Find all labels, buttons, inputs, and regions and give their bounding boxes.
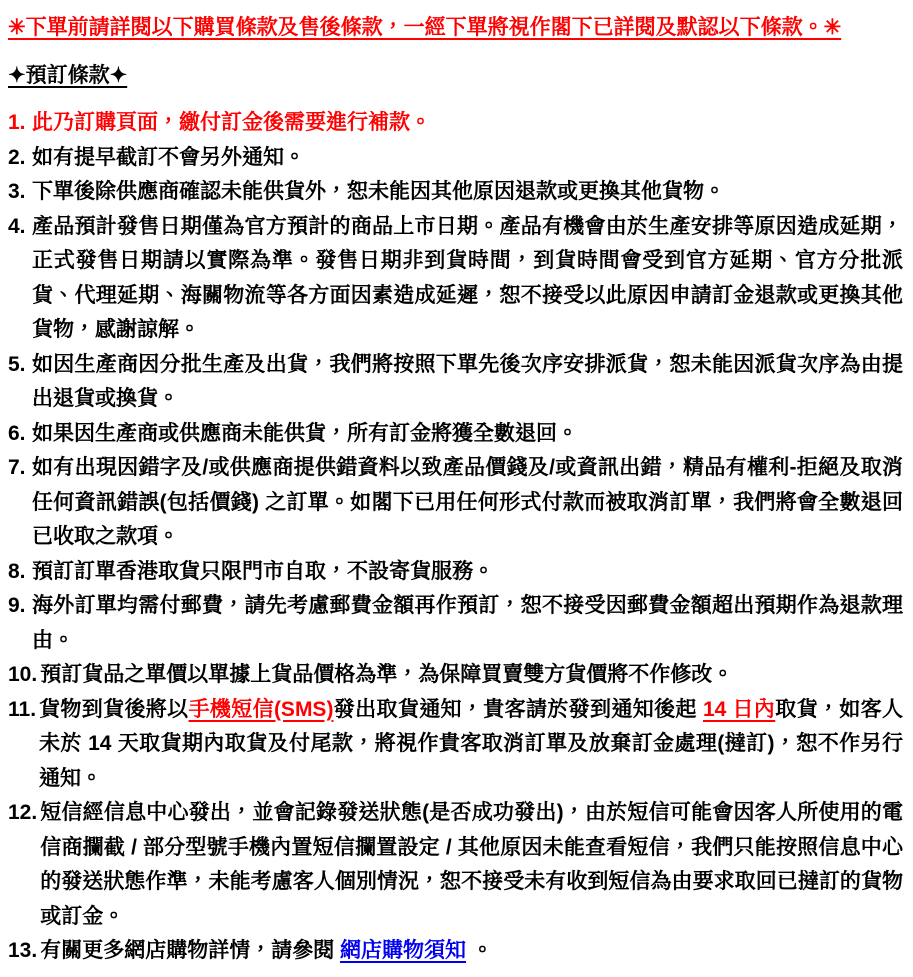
term-text-segment: 此乃訂購頁面，繳付訂金後需要進行補款。 [32,111,431,134]
term-number: 2. [8,145,26,169]
highlighted-term-text: 手機短信(SMS) [188,697,334,721]
term-text-segment: 如有出現因錯字及/或供應商提供錯資料以致產品價錢及/或資訊出錯，精品有權利-拒絕及取消任何資訊錯誤(包括價錢) 之訂單。如閣下已用任何形式付款而被取消訂單，我們將會全數退回已收取之款項。 [32,456,903,548]
section-heading-text: ✦預訂條款✦ [8,64,128,87]
term-item-1 [8,106,903,141]
term-text [32,417,903,452]
term-text-segment: 如有提早截訂不會另外通知。 [32,145,305,169]
term-text-segment: 短信經信息中心發出，並會記錄發送狀態(是否成功發出)，由於短信可能會因客人所使用的電信商攔截 / 部分型號手機內置短信攔置設定 / 其他原因未能查看短信，我們只能按照信息中心的發送狀態作準，未能考慮客人個別情況，恕不接受未有收到短信為由要求取回已撻訂的貨物或訂金。 [40,801,903,928]
term-item-13 [8,934,903,969]
term-text [32,348,903,417]
store-shopping-notice-link[interactable]: 網店購物須知 [340,939,467,962]
term-item-7 [8,451,903,555]
term-text-segment: 有關更多網店購物詳情，請參閱 [40,939,341,962]
term-text-segment: 如果因生產商或供應商未能供貨，所有訂金將獲全數退回。 [32,421,578,445]
term-text [39,693,903,797]
terms-list [8,106,903,969]
term-item-10 [8,658,903,693]
term-text-segment: 預訂貨品之單價以單據上貨品價格為準，為保障買賣雙方貨價將不作修改。 [40,663,734,686]
term-text-segment: 。 [466,939,493,962]
term-text [32,210,903,348]
term-text [32,106,903,141]
term-number: 11. [8,697,37,721]
term-number: 5. [8,352,26,376]
term-number: 9. [8,594,26,617]
term-text [32,175,903,210]
term-item-11 [8,693,903,797]
term-item-9 [8,589,903,658]
term-text [32,141,903,176]
term-item-4 [8,210,903,348]
term-text [40,796,903,934]
term-item-2 [8,141,903,176]
term-number: 6. [8,421,26,445]
term-number: 12. [8,801,38,824]
pre-order-notice: ✳下單前請詳閱以下購買條款及售後條款，一經下單將視作閣下已詳閱及默認以下條款。✳ [8,16,842,39]
term-text-segment: 發出取貨通知，貴客請於發到通知後起 [333,697,703,721]
term-text [32,589,903,658]
term-number: 10. [8,663,38,686]
term-text-segment: 貨物到貨後將以 [39,697,189,721]
highlighted-term-text: 14 日內 [702,697,776,721]
term-text-segment: 海外訂單均需付郵費，請先考慮郵費金額再作預訂，恕不接受因郵費金額超出預期作為退款理由。 [32,594,903,652]
term-number: 1. [8,111,26,134]
term-text-segment: 產品預計發售日期僅為官方預計的商品上市日期。產品有機會由於生產安排等原因造成延期，正式發售日期請以實際為準。發售日期非到貨時間，到貨時間會受到官方延期、官方分批派貨、代理延期、海關物流等各方面因素造成延遲，恕不接受以此原因申請訂金退款或更換其他貨物，感謝諒解。 [32,214,903,341]
term-number: 3. [8,180,26,203]
term-text [40,934,903,969]
term-item-12 [8,796,903,934]
term-text-segment: 預訂訂單香港取貨只限門市自取，不設寄貨服務。 [32,559,494,583]
term-text-segment: 下單後除供應商確認未能供貨外，恕未能因其他原因退款或更換其他貨物。 [32,180,725,203]
term-item-5 [8,348,903,417]
term-text [32,555,903,590]
term-item-3 [8,175,903,210]
term-item-6 [8,417,903,452]
term-number: 8. [8,559,26,583]
term-number: 7. [8,456,26,479]
term-text-segment: 取貨，如客人未於 14 天取貨期內取貨及付尾款，將視作貴客取消訂單及放棄訂金處理(撻訂)，恕不作另行通知。 [39,697,904,790]
term-item-8 [8,555,903,590]
term-number: 13. [8,939,38,962]
term-number: 4. [8,214,26,238]
section-heading-preorder-terms [8,62,903,90]
term-text [32,451,903,555]
term-text [40,658,903,693]
term-text-segment: 如因生產商因分批生產及出貨，我們將按照下單先後次序安排派貨，恕未能因派貨次序為由提出退貨或換貨。 [32,352,903,410]
